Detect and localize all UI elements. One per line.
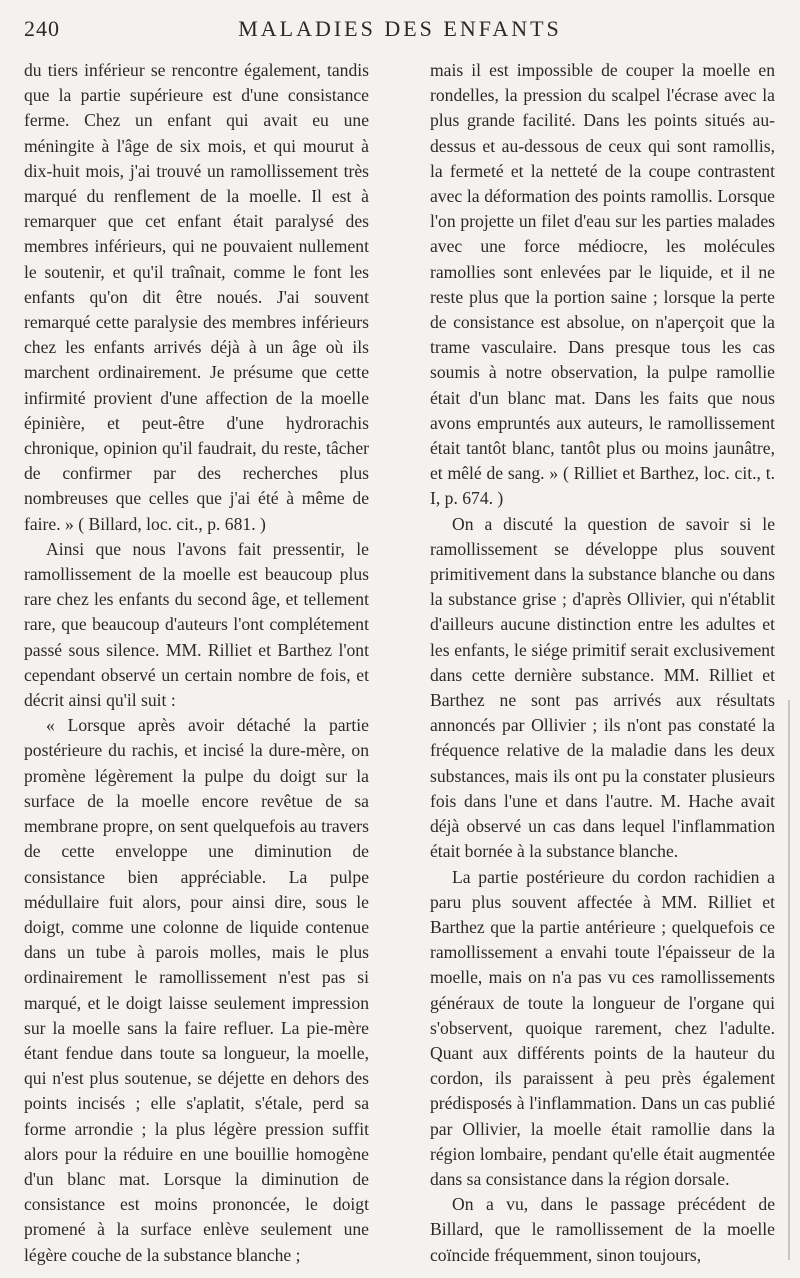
paragraph: On a vu, dans le passage précédent de Billard, que le ramollissement de la moelle coïncide fréquemment, sinon toujours,	[430, 1194, 775, 1265]
page-number: 240	[24, 16, 60, 41]
page-edge-shadow	[788, 700, 790, 1260]
paragraph: On a discuté la question de savoir si le ramollissement se développe plus souvent primitivement dans la substance blanche ou dans la substance grise ; d'après Ollivier, qui n'établit d'ailleurs aucune distinction entre les adultes et les enfants, le siége primitif serait exclusivement dans cette dernière substance. MM. Rilliet et Barthez ne sont pas arrivés aux résultats annoncés par Ollivier ; ils n'ont pas constaté la fréquence relative de la maladie dans les deux substances, mais ils ont pu la constater plusieurs fois dans l'une et dans l'autre. M. Hache avait déjà observé un cas dans lequel l'inflammation était bornée à la substance blanche.	[430, 513, 775, 862]
page-header	[24, 10, 776, 50]
right-column	[430, 58, 775, 1268]
running-title: MALADIES DES ENFANTS	[238, 16, 562, 41]
paragraph: mais il est impossible de couper la moelle en rondelles, la pression du scalpel l'écrase avec la plus grande facilité. Dans les points situés au-dessus et au-dessous de ceux qui sont ramollis, la fermeté et la netteté de la coupe contrastent avec la déformation des points ramollis. Lorsque l'on projette un filet d'eau sur les parties malades avec une force médiocre, les molécules ramollies sont enlevées par le liquide, et il ne reste plus que la portion saine ; lorsque la perte de consistance est absolue, on n'aperçoit que la trame vasculaire. Dans presque tous les cas soumis à notre observation, la pulpe ramollie était d'un blanc mat. Dans les faits que nous avons empruntés aux auteurs, le ramollissement était tantôt blanc, tantôt plus ou moins jaunâtre, et mêlé de sang. » ( Rilliet et Barthez, loc. cit., t. I, p. 674. )	[430, 60, 775, 509]
paragraph: « Lorsque après avoir détaché la partie postérieure du rachis, et incisé la dure-mère, on promène légèrement la pulpe du doigt sur la surface de la moelle encore revêtue de sa membrane propre, on sent quelquefois au travers de cette enveloppe une diminution de consistance bien appréciable. La pulpe médullaire fuit alors, pour ainsi dire, sous le doigt, comme une colonne de liquide contenue dans un tube à parois molles, mais le plus ordinairement le ramollissement n'est pas si marqué, et le doigt laisse seulement impression sur la moelle sans la faire refluer. La pie-mère étant fendue dans toute sa longueur, la moelle, qui n'est plus soutenue, se déjette en dehors des points incisés ; elle s'aplatit, s'étale, perd sa forme arrondie ; la plus légère pression suffit alors pour la réduire en une bouillie homogène d'un blanc mat. Lorsque la diminution de consistance est moins prononcée, le doigt promené à la surface enlève seulement une légère couche de la substance blanche ;	[24, 715, 369, 1265]
left-column	[24, 58, 369, 1268]
paragraph: La partie postérieure du cordon rachidien a paru plus souvent affectée à MM. Rilliet et Barthez que la partie antérieure ; quelquefois ce ramollissement a envahi toute l'épaisseur de la moelle, mais on n'a pas vu ces ramollissements généraux de toute la longueur de l'organe qui s'observent, quoique rarement, chez l'adulte. Quant aux différents points de la hauteur du cordon, ils paraissent à peu près également prédisposés à l'inflammation. Dans un cas publié par Ollivier, la moelle était ramollie dans la région lombaire, pendant qu'elle était augmentée dans sa consistance dans la région dorsale.	[430, 866, 775, 1189]
paragraph: du tiers inférieur se rencontre également, tandis que la partie supérieure est d'une consistance ferme. Chez un enfant qui avait eu une méningite à l'âge de six mois, et qui mourut à dix-huit mois, j'ai trouvé un ramollissement très marqué du renflement de la moelle. Il est à remarquer que cet enfant était paralysé des membres inférieurs, qui ne pouvaient nullement le soutenir, et qu'il traînait, comme le font les enfants qu'on dit être noués. J'ai souvent remarqué cette paralysie des membres inférieurs chez les enfants arrivés déjà à un âge où ils marchent ordinairement. Je présume que cette infirmité provient d'une affection de la moelle épinière, et peut-être d'une hydrorachis chronique, opinion qu'il faudrait, du reste, tâcher de confirmer par des recherches plus nombreuses que celles que j'ai été à même de faire. » ( Billard, loc. cit., p. 681. )	[24, 60, 369, 534]
paragraph: Ainsi que nous l'avons fait pressentir, le ramollissement de la moelle est beaucoup plus rare chez les enfants du second âge, et tellement rare, que beaucoup d'auteurs l'ont complétement passé sous silence. MM. Rilliet et Barthez l'ont cependant observé un certain nombre de fois, et décrit ainsi qu'il suit :	[24, 538, 369, 711]
